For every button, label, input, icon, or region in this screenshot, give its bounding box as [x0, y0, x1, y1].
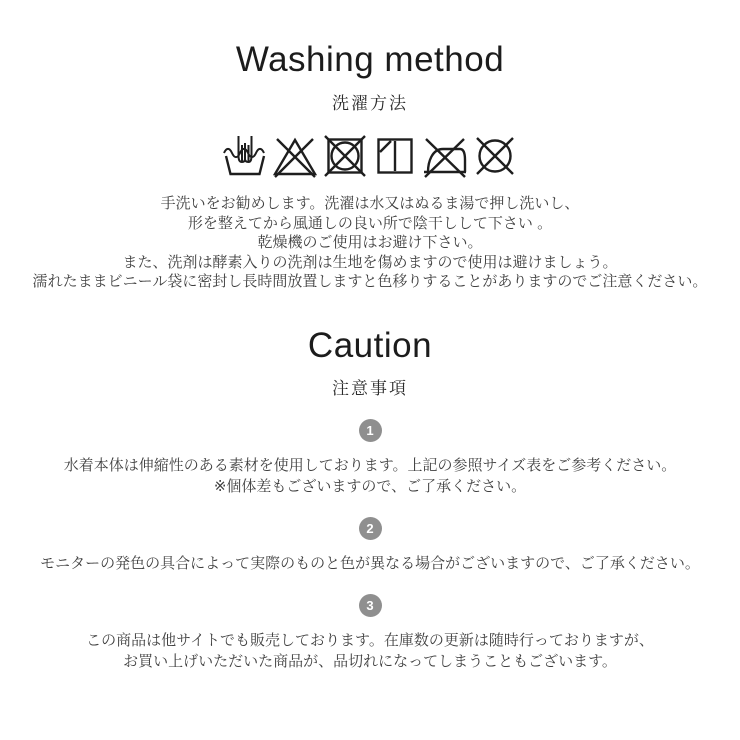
caution-title: Caution: [307, 325, 433, 365]
number-2-badge: 2: [359, 517, 382, 540]
do-not-dry-clean-icon: [471, 132, 519, 180]
caution-item-3: [0, 594, 740, 672]
caution-item-1: [0, 419, 740, 497]
caution-item-3-text: [0, 630, 740, 672]
number-1-badge: 1: [359, 419, 382, 442]
caution-text-line: モニターの発色の具合によって実際のものと色が異なる場合がございますので、ご了承ください。: [40, 555, 700, 572]
caution-text-line: 水着本体は伸縮性のある素材を使用しております。上記の参照サイズ表をご参考ください。: [63, 457, 677, 474]
washing-method-title: Washing method: [235, 40, 505, 79]
caution-text-line: お買い上げいただいた商品が、品切れになってしまうこともございます。: [123, 653, 617, 670]
caution-section: [0, 326, 740, 672]
laundry-care-symbols: [0, 130, 740, 182]
caution-text-line: ※個体差もございますので、ご了承ください。: [213, 478, 527, 495]
do-not-tumble-dry-icon: [321, 132, 369, 180]
washing-instruction-line: 濡れたままビニール袋に密封し長時間放置しますと色移りすることがありますのでご注意ください。: [32, 273, 708, 291]
washing-instruction-line: 形を整えてから風通しの良い所で陰干しして下さい 。: [187, 214, 553, 232]
line-dry-in-shade-icon: [371, 132, 419, 180]
caution-item-2: [0, 517, 740, 574]
do-not-iron-icon: [421, 132, 469, 180]
do-not-bleach-icon: [271, 132, 319, 180]
washing-instruction-line: 手洗いをお勧めします。洗濯は水又はぬるま湯で押し洗いし、: [160, 195, 580, 213]
caution-item-1-text: [0, 455, 740, 497]
washing-instructions: [0, 194, 740, 292]
caution-item-2-text: [0, 553, 740, 574]
hand-wash-icon: [221, 132, 269, 180]
washing-method-section: [0, 0, 740, 292]
number-3-badge: 3: [359, 594, 382, 617]
caution-text-line: この商品は他サイトでも販売しております。在庫数の更新は随時行っておりますが、: [86, 632, 654, 649]
washing-method-subtitle-ja: 洗濯方法: [332, 94, 408, 114]
washing-instruction-line: 乾燥機のご使用はお避け下さい。: [257, 234, 483, 252]
washing-instruction-line: また、洗剤は酵素入りの洗剤は生地を傷めますので使用は避けましょう。: [122, 253, 618, 271]
caution-subtitle-ja: 注意事項: [332, 379, 408, 398]
